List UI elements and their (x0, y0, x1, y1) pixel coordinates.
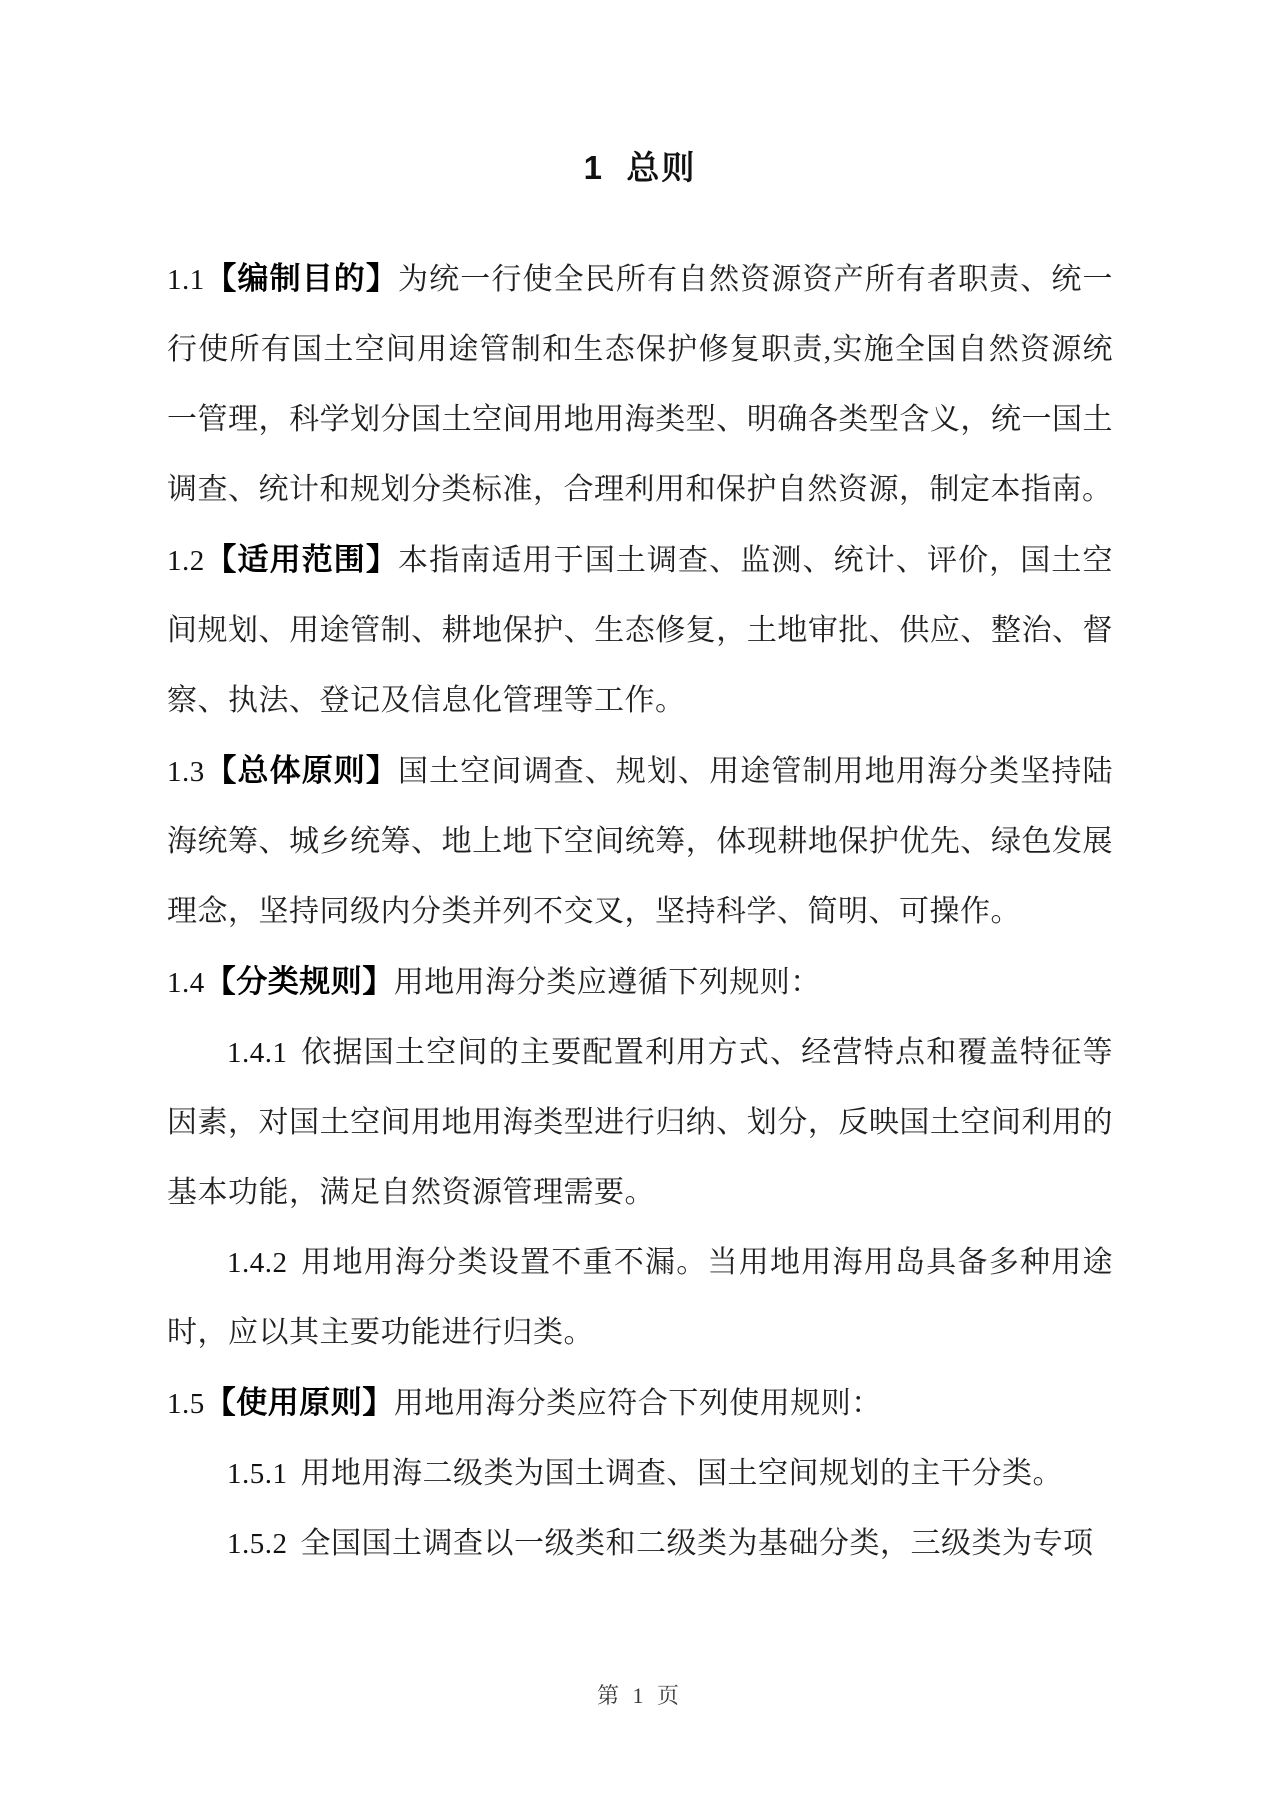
section-heading: 【分类规则】 (204, 964, 394, 999)
subsection-1-5-2 (167, 1509, 1113, 1579)
subsection-number: 1.4.1 (227, 1037, 288, 1069)
section-body: 国土空间调查、规划、用途管制用地用海分类坚持陆海统筹、城乡统筹、地上地下空间统筹，体现耕地保护优先、绿色发展理念，坚持同级内分类并列不交叉，坚持科学、简明、可操作。 (167, 755, 1114, 928)
section-1-5 (167, 1368, 1113, 1439)
subsection-number: 1.4.2 (227, 1247, 288, 1279)
section-number: 1.2 (167, 545, 205, 577)
section-body: 用地用海分类应符合下列使用规则： (393, 1387, 882, 1420)
section-1-4 (167, 947, 1113, 1018)
subsection-number: 1.5.2 (227, 1528, 288, 1560)
section-heading: 【使用原则】 (204, 1385, 394, 1420)
subsection-1-4-2 (167, 1228, 1113, 1368)
subsection-1-4-1 (167, 1018, 1113, 1228)
document-body (0, 244, 1280, 1579)
section-number: 1.3 (167, 756, 205, 788)
section-1-3 (167, 736, 1113, 947)
subsection-1-5-1 (167, 1439, 1113, 1509)
section-heading: 【适用范围】 (204, 542, 399, 577)
section-number: 1.4 (167, 967, 205, 999)
page-title: 1 总则 (583, 149, 697, 186)
section-number: 1.1 (167, 264, 205, 296)
section-1-1 (167, 244, 1113, 525)
section-body: 用地用海分类应遵循下列规则： (393, 966, 821, 999)
section-heading: 【编制目的】 (204, 261, 399, 296)
subsection-body: 用地用海二级类为国土调查、国土空间规划的主干分类。 (300, 1457, 1064, 1490)
section-number: 1.5 (167, 1388, 205, 1420)
section-body: 本指南适用于国土调查、监测、统计、评价，国土空间规划、用途管制、耕地保护、生态修复，土地审批、供应、整治、督察、执法、登记及信息化管理等工作。 (167, 544, 1114, 717)
subsection-body: 用地用海分类设置不重不漏。当用地用海用岛具备多种用途时，应以其主要功能进行归类。 (167, 1246, 1113, 1349)
section-body: 为统一行使全民所有自然资源资产所有者职责、统一行使所有国土空间用途管制和生态保护修复职责,实施全国自然资源统一管理，科学划分国土空间用地用海类型、明确各类型含义，统一国土调查、统计和规划分类标准，合理利用和保护自然资源，制定本指南。 (167, 263, 1114, 506)
subsection-body: 全国国土调查以一级类和二级类为基础分类，三级类为专项 (300, 1527, 1094, 1560)
subsection-body: 依据国土空间的主要配置利用方式、经营特点和覆盖特征等因素，对国土空间用地用海类型进行归纳、划分，反映国土空间利用的基本功能，满足自然资源管理需要。 (167, 1036, 1113, 1209)
page-number: 第 1 页 (596, 1683, 683, 1708)
section-heading: 【总体原则】 (204, 753, 399, 788)
section-1-2 (167, 525, 1113, 736)
subsection-number: 1.5.1 (227, 1458, 288, 1490)
